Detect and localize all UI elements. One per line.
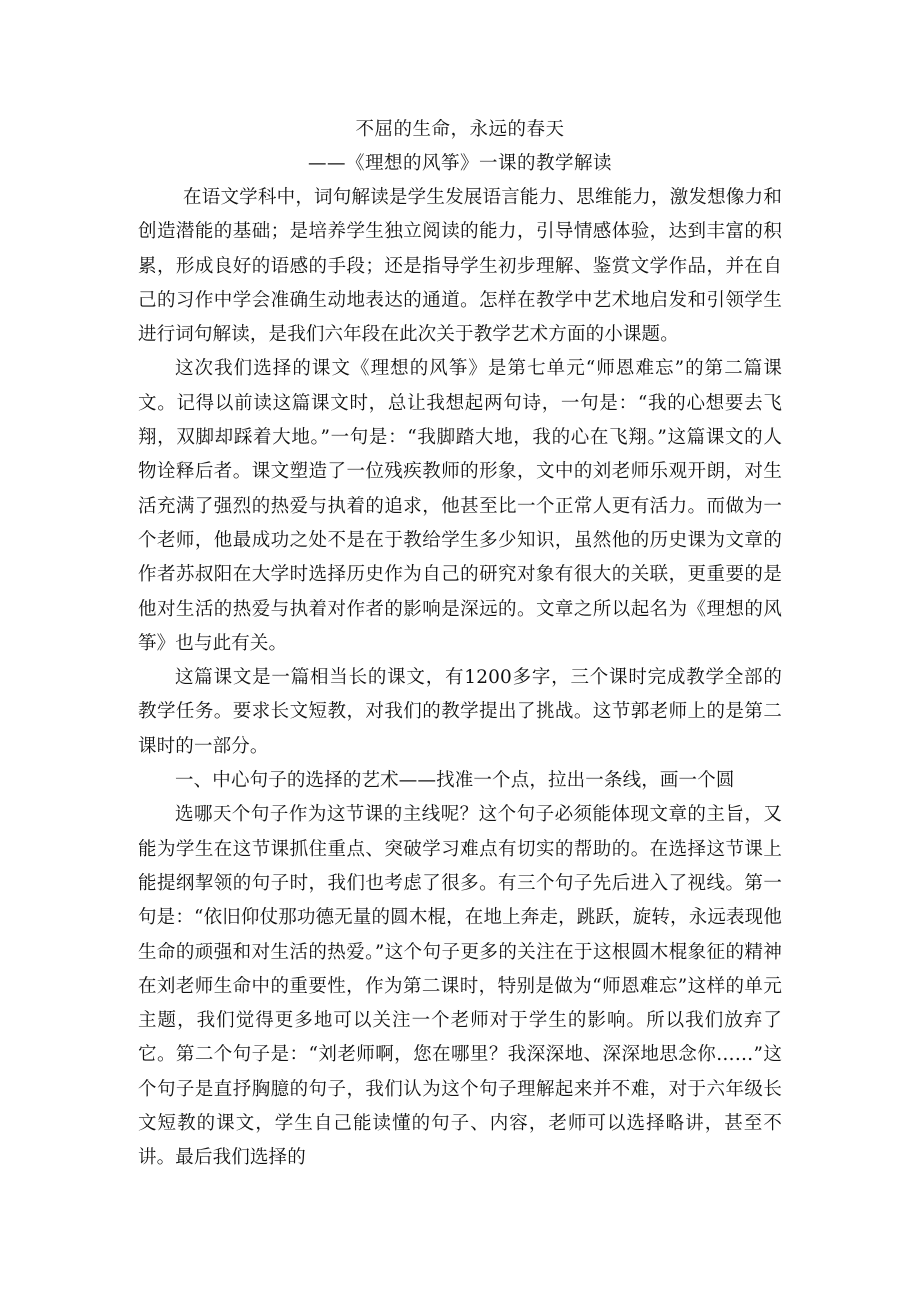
paragraph-section-body: 选哪天个句子作为这节课的主线呢？这个句子必须能体现文章的主旨，又能为学生在这节课抓住重点、突破学习难点有切实的帮助的。在选择这节课上能提纲挈领的句子时，我们也考虑了很多。有三个句子先后进入了视线。第一句是：“依旧仰仗那功德无量的圆木棍，在地上奔走，跳跃，旋转，永远表现他生命的顽强和对生活的热爱。”这个句子更多的关注在于这根圆木棍象征的精神在刘老师生命中的重要性，作为第二课时，特别是做为“师恩难忘”这样的单元主题，我们觉得更多地可以关注一个老师对于学生的影响。所以我们放弃了它。第二个句子是：“刘老师啊，您在哪里？我深深地、深深地思念你……”这个句子是直抒胸臆的句子，我们认为这个句子理解起来并不难，对于六年级长文短教的课文，学生自己能读懂的句子、内容，老师可以选择略讲，甚至不讲。最后我们选择的 xyxy=(138,804,782,1169)
document-body xyxy=(138,113,782,1176)
document-subtitle: ——《理想的风筝》一课的教学解读 xyxy=(307,153,612,174)
document-title: 不屈的生命，永远的春天 xyxy=(355,119,565,140)
paragraph-lesson-length: 这篇课文是一篇相当长的课文，有1200多字，三个课时完成教学全部的教学任务。要求长文短教，对我们的教学提出了挑战。这节郭老师上的是第二课时的一部分。 xyxy=(138,667,782,757)
paragraph-intro: 在语文学科中，词句解读是学生发展语言能力、思维能力，激发想像力和创造潜能的基础；是培养学生独立阅读的能力，引导情感体验，达到丰富的积累，形成良好的语感的手段；还是指导学生初步理解、鉴赏文学作品，并在自己的习作中学会准确生动地表达的通道。怎样在教学中艺术地启发和引领学生进行词句解读，是我们六年段在此次关于教学艺术方面的小课题。 xyxy=(138,187,782,346)
paragraph-lesson-choice: 这次我们选择的课文《理想的风筝》是第七单元“师恩难忘”的第二篇课文。记得以前读这篇课文时，总让我想起两句诗，一句是：“我的心想要去飞翔，双脚却踩着大地。”一句是：“我脚踏大地，我的心在飞翔。”这篇课文的人物诠释后者。课文塑造了一位残疾教师的形象，文中的刘老师乐观开朗，对生活充满了强烈的热爱与执着的追求，他甚至比一个正常人更有活力。而做为一个老师，他最成功之处不是在于教给学生多少知识，虽然他的历史课为文章的作者苏叔阳在大学时选择历史作为自己的研究对象有很大的关联，更重要的是他对生活的热爱与执着对作者的影响是深远的。文章之所以起名为《理想的风筝》也与此有关。 xyxy=(138,358,782,654)
section-heading: 一、中心句子的选择的艺术——找准一个点，拉出一条线，画一个圆 xyxy=(175,770,735,792)
